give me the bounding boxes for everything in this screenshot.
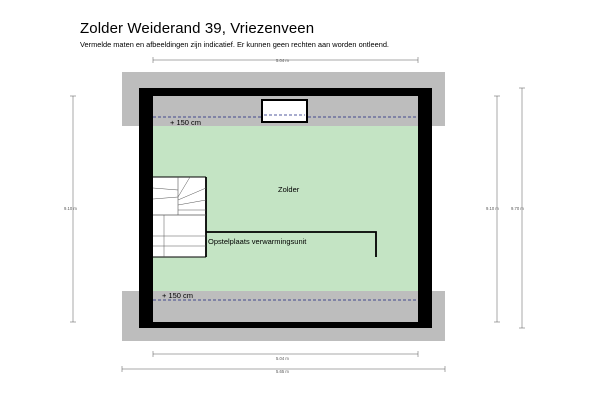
dimension-top-width	[153, 57, 418, 63]
dimension-left-height	[64, 96, 77, 322]
roof-window	[262, 100, 307, 122]
dimension-bottom-outer-width	[122, 366, 445, 374]
dimension-right-inner-height	[486, 96, 500, 322]
svg-text:5.04 m: 5.04 m	[276, 58, 289, 63]
height-label-top: + 150 cm	[170, 118, 202, 127]
staircase	[153, 177, 206, 257]
heating-unit-label: Opstelplaats verwarmingsunit	[208, 237, 307, 246]
height-label-bottom: + 150 cm	[162, 291, 194, 300]
room-label-zolder: Zolder	[278, 185, 300, 194]
svg-text:5.65 m: 5.65 m	[276, 369, 289, 374]
svg-text:9.10 m: 9.10 m	[486, 206, 499, 211]
dimension-bottom-inner-width	[153, 351, 418, 361]
dimension-right-outer-height	[511, 88, 525, 328]
disclaimer-text: Vermelde maten en afbeeldingen zijn indicatief. Er kunnen geen rechten aan worden ontleend.	[80, 40, 389, 49]
page-title: Zolder Weiderand 39, Vriezenveen	[80, 20, 315, 37]
svg-text:9.10 m: 9.10 m	[64, 206, 77, 211]
svg-text:9.70 m: 9.70 m	[511, 206, 524, 211]
svg-text:5.04 m: 5.04 m	[276, 356, 289, 361]
